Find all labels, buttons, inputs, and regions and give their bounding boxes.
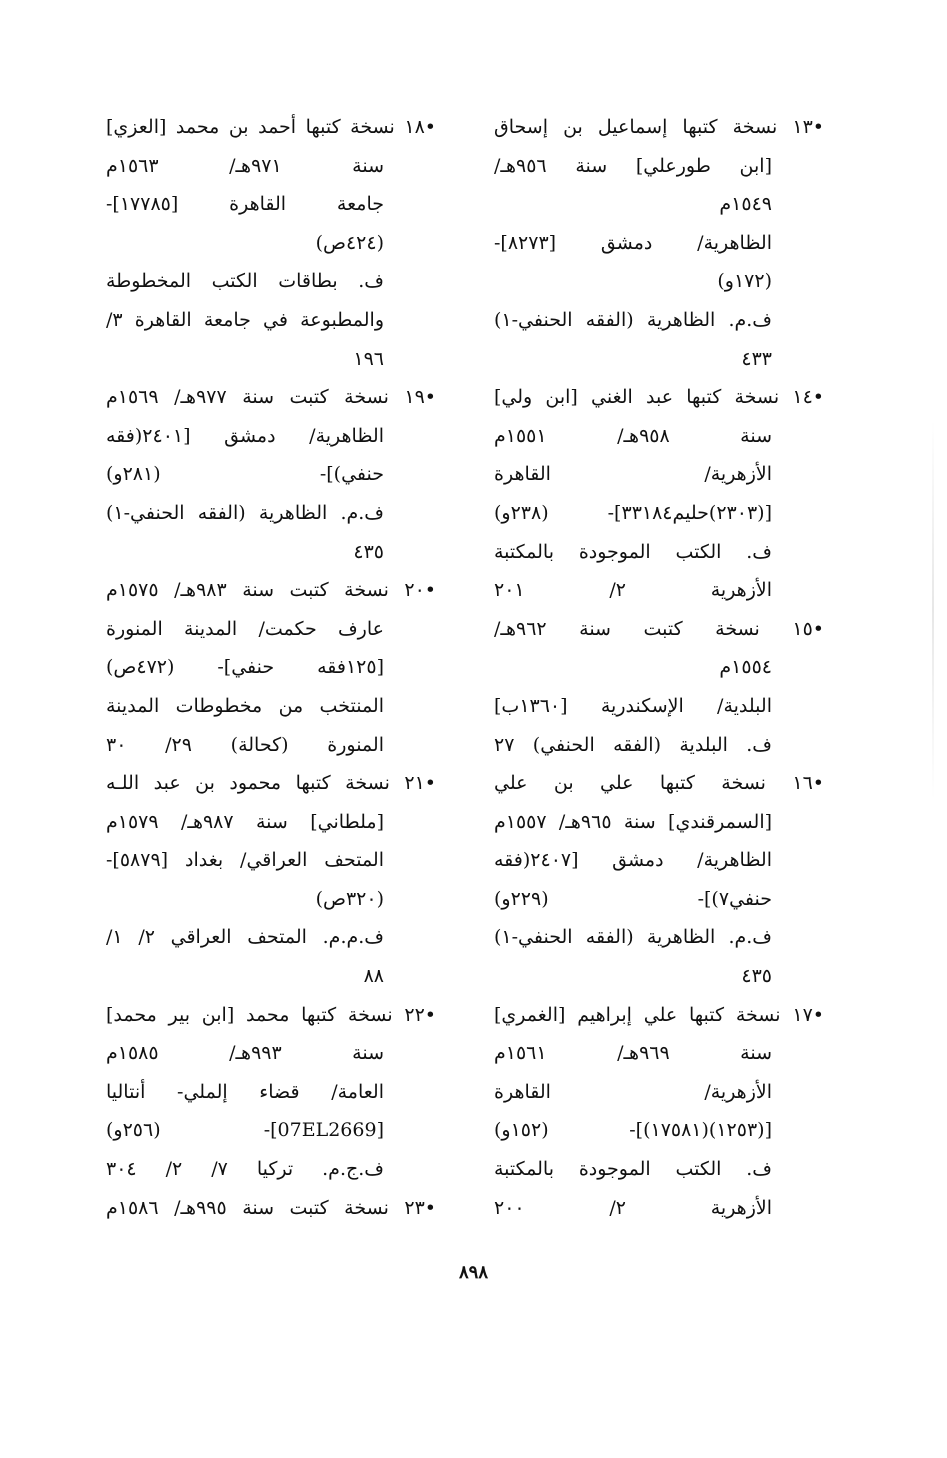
right-column-line: (١٧٢و) bbox=[717, 270, 772, 293]
left-column-line: سنة ٩٧١هـ/ ١٥٦٣م bbox=[106, 154, 384, 177]
left-column-line: (٣٢٠ص) bbox=[315, 887, 384, 910]
right-column-line: ف. البلدية (الفقه الحنفي) ٢٧ bbox=[494, 733, 772, 756]
left-column-line: ١٩٦ bbox=[353, 347, 384, 370]
scan-edge-shadow bbox=[932, 420, 934, 800]
right-column-line: [(١٢٥٣)(١٧٥٨١)]- (١٥٢و) bbox=[494, 1119, 772, 1142]
right-column-line: الأزهرية/ القاهرة bbox=[494, 463, 772, 486]
right-column bbox=[494, 108, 824, 1227]
left-column bbox=[106, 108, 436, 1227]
left-column-line: ف.ج.م. تركيا ٧/ ٢/ ٣٠٤ bbox=[106, 1158, 384, 1181]
left-column-line: •١٩ نسخة كتبت سنة ٩٧٧هـ/ ١٥٦٩م bbox=[106, 386, 436, 409]
left-column-line: المتحف العراقي/ بغداد [٥٨٧٩]- bbox=[106, 849, 384, 872]
left-column-line: المنتخب من مخطوطات المدينة bbox=[106, 694, 384, 717]
left-column-line: حنفي)]- (٢٨١و) bbox=[106, 463, 384, 486]
right-column-line: ف. الكتب الموجودة بالمكتبة bbox=[494, 1158, 772, 1181]
right-column-line: ف. الكتب الموجودة بالمكتبة bbox=[494, 540, 772, 563]
right-column-line: •١٤ نسخة كتبها عبد الغني [ابن ولي] bbox=[494, 386, 824, 409]
left-column-line: [ملطاني] سنة ٩٨٧هـ/ ١٥٧٩م bbox=[106, 810, 384, 833]
left-column-line: عارف حكمت/ المدينة المنورة bbox=[106, 617, 384, 640]
right-column-line: •١٧ نسخة كتبها علي إبراهيم [الغمري] bbox=[494, 1003, 824, 1026]
right-column-line: •١٥ نسخة كتبت سنة ٩٦٢هـ/ bbox=[494, 617, 824, 640]
left-column-line: •٢٠ نسخة كتبت سنة ٩٨٣هـ/ ١٥٧٥م bbox=[106, 579, 436, 602]
left-column-line: المنورة (كحالة) ٢٩/ ٣٠ bbox=[106, 733, 384, 756]
left-column-line: (٤٢٤ص) bbox=[315, 231, 384, 254]
right-column-line: الأزهرية ٢/ ٢٠١ bbox=[494, 579, 772, 602]
left-column-line: جامعة القاهرة [١٧٧٨٥]- bbox=[106, 193, 384, 216]
right-column-line: •١٣ نسخة كتبها إسماعيل بن إسحاق bbox=[494, 116, 824, 138]
left-column-line: [١٢٥فقه حنفي]- (٤٧٢ص) bbox=[106, 656, 384, 679]
page-number: ٨٩٨ bbox=[458, 1262, 488, 1283]
left-column-line: ف.م.م. المتحف العراقي ٢/ ١/ bbox=[106, 926, 384, 949]
right-column-line: [السمرقندي] سنة ٩٦٥هـ/ ١٥٥٧م bbox=[494, 810, 773, 833]
right-column-line: [(٢٣٠٣)حليم٣٣١٨٤]- (٢٣٨و) bbox=[494, 501, 772, 524]
left-column-line: •١٨ نسخة كتبها أحمد بن محمد [العزي] bbox=[106, 116, 436, 138]
right-column-line: حنفي٧)]- (٢٢٩و) bbox=[494, 887, 772, 910]
left-column-line: •٢١ نسخة كتبها محمود بن عبد اللـه bbox=[106, 772, 436, 795]
left-column-line: ٤٣٥ bbox=[353, 540, 384, 563]
left-column-line: ف.م. الظاهرية (الفقه الحنفي-١) bbox=[106, 501, 384, 524]
right-column-line: سنة ٩٥٨هـ/ ١٥٥١م bbox=[494, 424, 772, 447]
left-column-line: [07EL2669]- (٢٥٦و) bbox=[106, 1119, 384, 1142]
right-column-line: الأزهرية/ القاهرة bbox=[494, 1080, 772, 1103]
right-column-line: البلدية/ الإسكندرية [١٣٦٠ب] bbox=[494, 694, 772, 717]
right-column-line: الأزهرية ٢/ ٢٠٠ bbox=[494, 1196, 772, 1219]
right-column-line: ٤٣٥ bbox=[741, 965, 772, 988]
right-column-line: ف.م. الظاهرية (الفقه الحنفي-١) bbox=[494, 926, 772, 949]
right-column-line: الظاهرية/ دمشق [٨٢٧٣]- bbox=[494, 231, 772, 254]
right-column-line: ٤٣٣ bbox=[741, 347, 772, 370]
right-column-line: ١٥٤٩م bbox=[719, 193, 772, 216]
left-column-line: والمطبوعة في جامعة القاهرة ٣/ bbox=[106, 308, 384, 331]
right-column-line: [ابن طورعلي] سنة ٩٥٦هـ/ bbox=[494, 154, 772, 177]
left-column-line: ف. بطاقات الكتب المخطوطة bbox=[106, 270, 384, 293]
right-column-line: •١٦ نسخة كتبها علي بن علي bbox=[494, 772, 824, 795]
left-column-line: •٢٢ نسخة كتبها محمد [ابن بير محمد] bbox=[106, 1003, 436, 1026]
right-column-line: ١٥٥٤م bbox=[719, 656, 772, 679]
left-column-line: العامة/ قضاء إلملي- أنتاليا bbox=[106, 1080, 384, 1103]
left-column-line: ٨٨ bbox=[363, 965, 384, 988]
left-column-line: سنة ٩٩٣هـ/ ١٥٨٥م bbox=[106, 1042, 384, 1065]
left-column-line: •٢٣ نسخة كتبت سنة ٩٩٥هـ/ ١٥٨٦م bbox=[106, 1196, 436, 1219]
left-column-line: الظاهرية/ دمشق [٢٤٠١(فقه bbox=[106, 424, 384, 447]
right-column-line: ف.م. الظاهرية (الفقه الحنفي-١) bbox=[494, 308, 772, 331]
right-column-line: سنة ٩٦٩هـ/ ١٥٦١م bbox=[494, 1042, 772, 1065]
right-column-line: الظاهرية/ دمشق [٢٤٠٧(فقه bbox=[494, 849, 772, 872]
